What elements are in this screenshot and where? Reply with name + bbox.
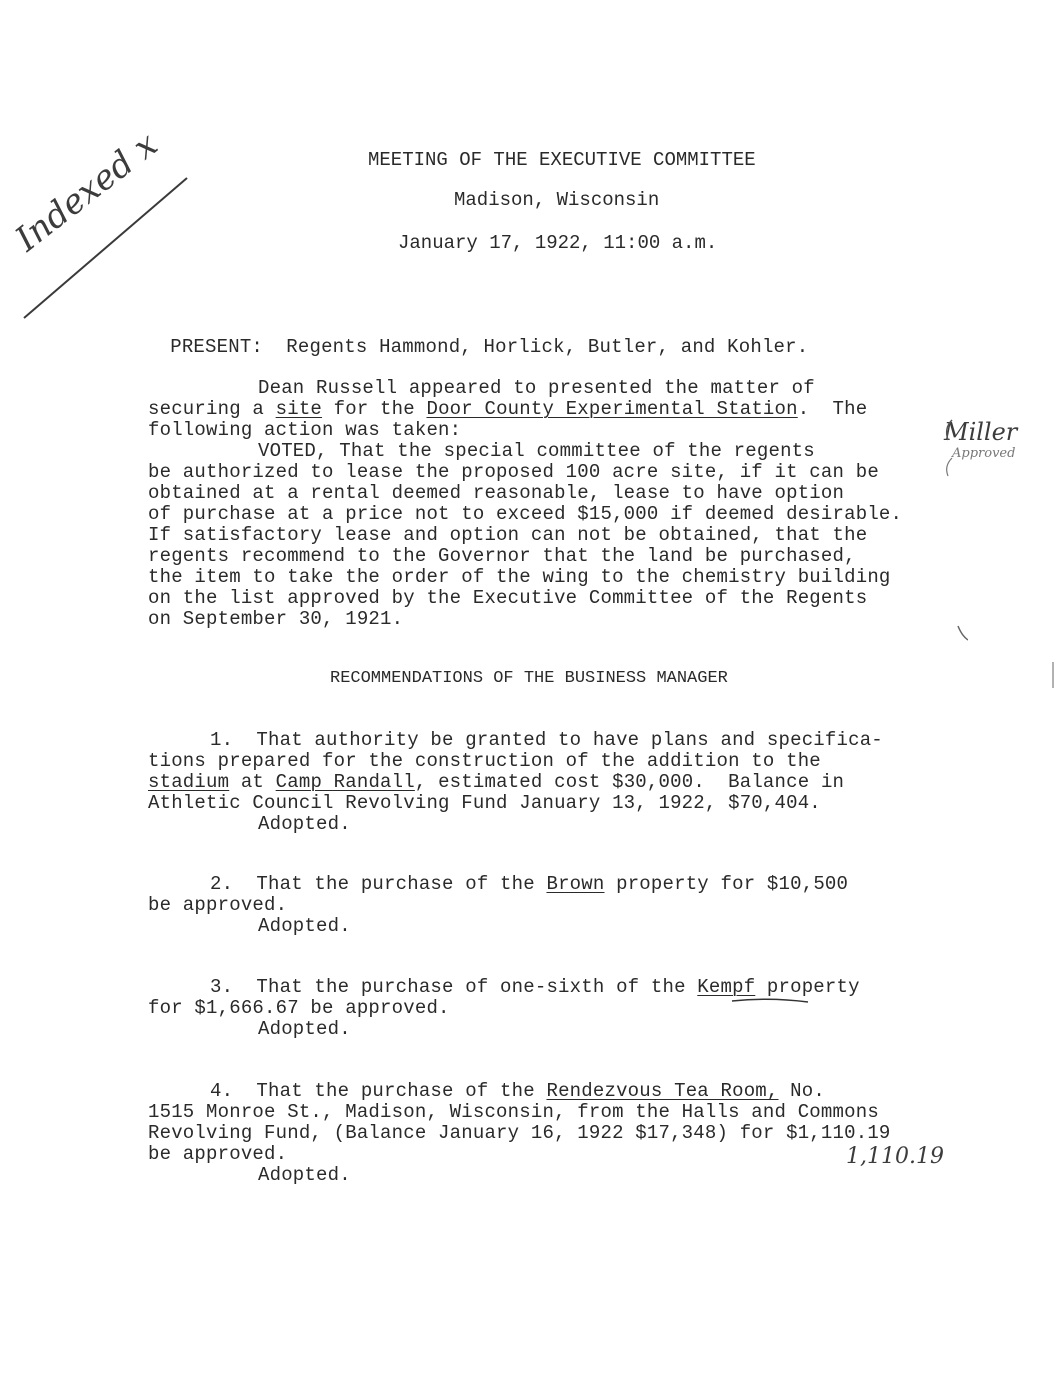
item-2-line-2: be approved. xyxy=(148,894,288,916)
voted-line-8: on the list approved by the Executive Committee of the Regents xyxy=(148,587,868,609)
item-4-line-4: be approved. xyxy=(148,1143,288,1165)
indexed-underline xyxy=(22,170,192,320)
amount-correction: 1,110.19 xyxy=(846,1144,944,1169)
meeting-location: Madison, Wisconsin xyxy=(454,189,660,211)
item-1-line-2: tions prepared for the construction of the addition to the xyxy=(148,750,821,772)
recommendations-heading: RECOMMENDATIONS OF THE BUSINESS MANAGER xyxy=(330,669,728,688)
voted-line-4: of purchase at a price not to exceed $15,000 if deemed desirable. xyxy=(148,503,903,525)
door-county-station: Door County Experimental Station xyxy=(426,398,798,420)
intro-line-1: Dean Russell appeared to presented the matter of xyxy=(258,377,815,399)
item-1-line-4: Athletic Council Revolving Fund January 13, 1922, $70,404. xyxy=(148,792,821,814)
voted-line-5: If satisfactory lease and option can not be obtained, that the xyxy=(148,524,868,546)
voted-line-3: obtained at a rental deemed reasonable, lease to have option xyxy=(148,482,845,504)
item-2-line-1: 2. That the purchase of the Brown property for $10,500 xyxy=(210,873,849,895)
item-2-status: Adopted. xyxy=(258,915,351,937)
present-names: Regents Hammond, Horlick, Butler, and Kohler. xyxy=(286,336,809,358)
voted-line-1: VOTED, That the special committee of the regents xyxy=(258,440,815,462)
indexed-annotation: Indexed x xyxy=(8,124,166,260)
scan-mark xyxy=(1050,660,1056,690)
voted-line-6: regents recommend to the Governor that the land be purchased, xyxy=(148,545,856,567)
item-1-status: Adopted. xyxy=(258,813,351,835)
camp-randall-underlined: Camp Randall xyxy=(275,771,415,793)
present-line xyxy=(147,316,808,358)
intro-line-3: following action was taken: xyxy=(148,419,462,441)
present-label: PRESENT: xyxy=(170,336,264,358)
margin-note-name: Miller xyxy=(944,418,1018,446)
page-title: MEETING OF THE EXECUTIVE COMMITTEE xyxy=(368,149,756,171)
item-4-line-1: 4. That the purchase of the Rendezvous Tea Room, No. xyxy=(210,1080,825,1102)
site-underlined: site xyxy=(275,398,323,420)
rendezvous-underlined: Rendezvous Tea Room, xyxy=(546,1080,779,1102)
item-4-line-3: Revolving Fund, (Balance January 16, 1922 $17,348) for $1,110.19 xyxy=(148,1122,891,1144)
item-4-line-2: 1515 Monroe St., Madison, Wisconsin, from the Halls and Commons xyxy=(148,1101,879,1123)
item-4-status: Adopted. xyxy=(258,1164,351,1186)
voted-line-9: on September 30, 1921. xyxy=(148,608,404,630)
item-3-line-1: 3. That the purchase of one-sixth of the Kempf property xyxy=(210,976,860,998)
item-3-line-2: for $1,666.67 be approved. xyxy=(148,997,450,1019)
kempf-underlined: Kempf xyxy=(697,976,756,998)
meeting-date: January 17, 1922, 11:00 a.m. xyxy=(398,232,718,254)
item-1-line-1: 1. That authority be granted to have plans and specifica- xyxy=(210,729,883,751)
intro-line-2: securing a site for the Door County Experimental Station. The xyxy=(148,398,868,420)
stadium-underlined: stadium xyxy=(148,771,230,793)
voted-line-7: the item to take the order of the wing to the chemistry building xyxy=(148,566,891,588)
brown-underlined: Brown xyxy=(546,873,605,895)
item-3-status: Adopted. xyxy=(258,1018,351,1040)
item-1-line-3: stadium at Camp Randall, estimated cost $30,000. Balance in xyxy=(148,771,845,793)
margin-note-approved: Approved xyxy=(952,446,1016,461)
kempf-extra-underline xyxy=(730,996,810,1006)
voted-line-2: be authorized to lease the proposed 100 acre site, if it can be xyxy=(148,461,879,483)
margin-bracket xyxy=(938,418,968,648)
